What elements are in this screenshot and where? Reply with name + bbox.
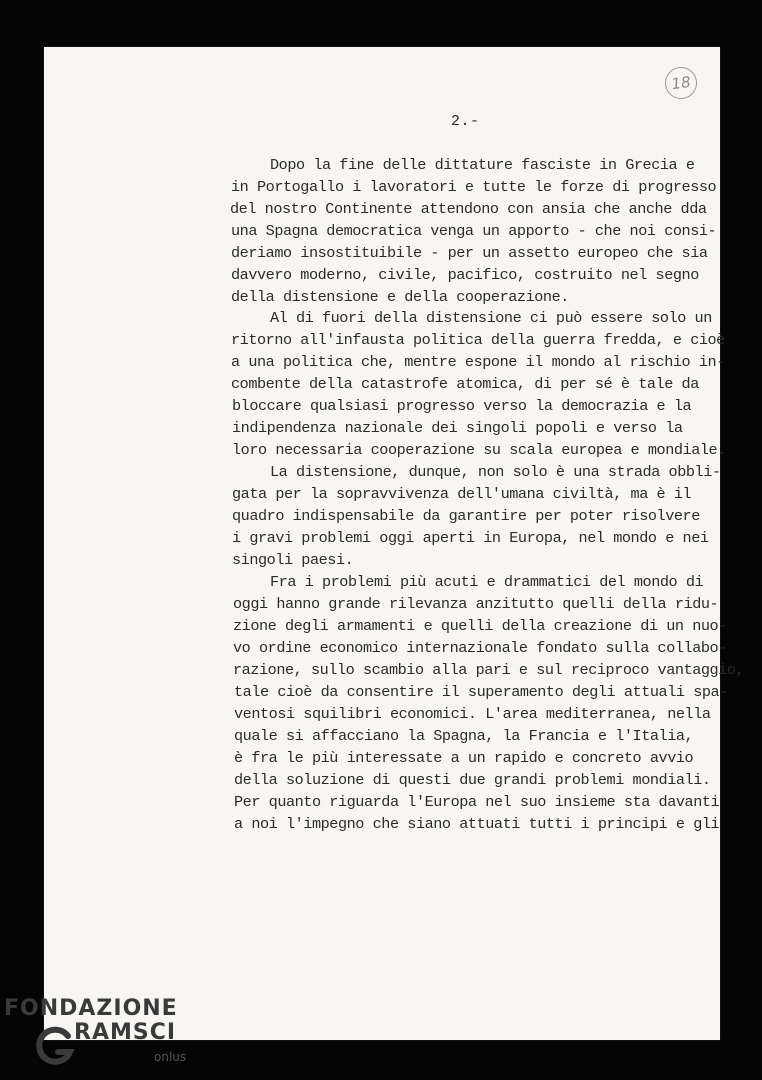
text-line: deriamo insostituibile - per un assetto europeo che sia [231,244,708,262]
text-line: zione degli armamenti e quelli della creazione di un nuo- [233,617,727,635]
text-line: singoli paesi. [232,551,354,569]
text-line: quadro indispensabile da garantire per poter risolvere [232,507,700,525]
text-line: indipendenza nazionale dei singoli popoli e verso la [232,419,683,437]
text-line: bloccare qualsiasi progresso verso la democrazia e la [232,397,692,415]
text-line: è fra le più interessate a un rapido e concreto avvio [234,749,694,767]
text-line: davvero moderno, civile, pacifico, costruito nel segno [231,266,699,284]
text-line: in Portogallo i lavoratori e tutte le forze di progresso [231,178,717,196]
watermark-line2: RAMSCI [74,1020,177,1045]
text-line: gata per la sopravvivenza dell'umana civiltà, ma è il [232,485,692,503]
text-line: Fra i problemi più acuti e drammatici del mondo di [270,573,704,591]
watermark-onlus: onlus [154,1050,187,1064]
text-line: Al di fuori della distensione ci può essere solo un [270,309,712,327]
text-line: Dopo la fine delle dittature fasciste in Grecia e [270,156,695,174]
text-line: quale si affacciano la Spagna, la Francia e l'Italia, [234,727,694,745]
text-line: i gravi problemi oggi aperti in Europa, nel mondo e nei [232,529,709,547]
text-line: del nostro Continente attendono con ansia che anche dda [230,200,707,218]
text-line: ritorno all'infausta politica della guerra fredda, e cioè [231,331,725,349]
text-line: razione, sullo scambio alla pari e sul reciproco vantaggio, [233,661,745,679]
text-line: della distensione e della cooperazione. [231,288,569,306]
text-line: a una politica che, mentre espone il mondo al rischio in- [231,353,725,371]
text-line: oggi hanno grande rilevanza anzitutto quelli della ridu- [233,595,719,613]
watermark-line1: FONDAZIONE [4,996,178,1021]
text-line: una Spagna democratica venga un apporto - che noi consi- [231,222,717,240]
text-line: a noi l'impegno che siano attuati tutti i principi e gli [234,815,720,833]
archive-number-stamp: 18 [663,65,699,101]
text-line: della soluzione di questi due grandi problemi mondiali. [234,771,711,789]
text-line: loro necessaria cooperazione su scala europea e mondiale. [232,441,726,459]
text-line: combente della catastrofe atomica, di per sé è tale da [231,375,699,393]
text-line: La distensione, dunque, non solo è una strada obbli- [270,463,721,481]
page-number: 2.- [451,113,480,130]
fondazione-gramsci-watermark [4,996,204,1076]
text-line: Per quanto riguarda l'Europa nel suo insieme sta davanti [234,793,720,811]
text-line: tale cioè da consentire il superamento degli attuali spa- [234,683,728,701]
gramsci-g-logo-icon [34,1024,78,1068]
text-line: ventosi squilibri economici. L'area mediterranea, nella [234,705,711,723]
text-line: vo ordine economico internazionale fondato sulla collabo- [233,639,727,657]
